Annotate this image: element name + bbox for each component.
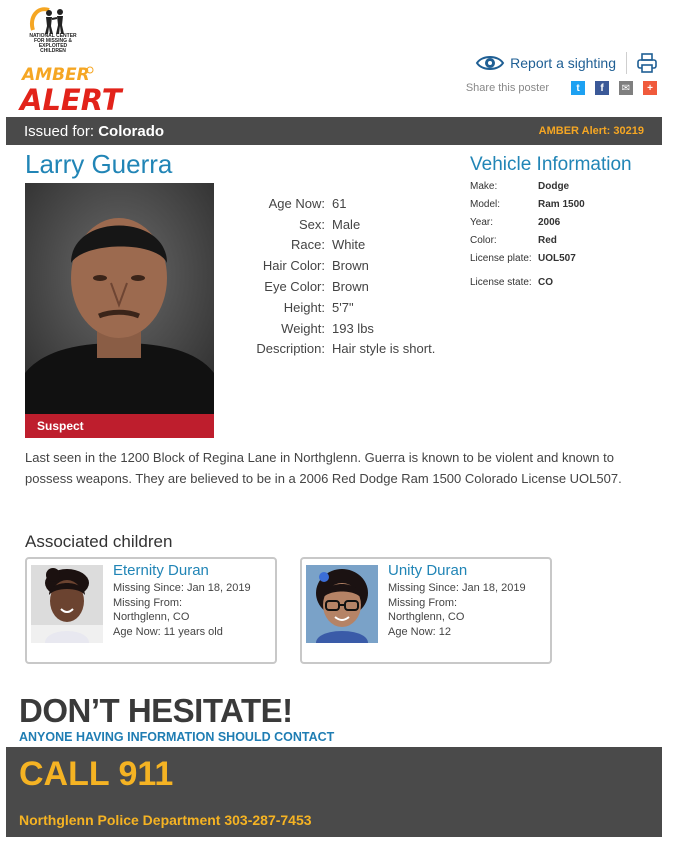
child-photo-image (306, 565, 378, 643)
child-missing-from-label: Missing From: (113, 596, 183, 609)
twitter-icon: t (576, 82, 580, 94)
child-missing-since: Missing Since: Jan 18, 2019 (388, 582, 526, 594)
email-icon: ✉ (621, 82, 631, 94)
vehicle-row-plate (470, 252, 585, 276)
contact-instruction: ANYONE HAVING INFORMATION SHOULD CONTACT (19, 730, 335, 744)
child-photo-image (31, 565, 103, 643)
vehicle-row-state (470, 276, 585, 300)
vehicle-key: Year: (470, 217, 493, 228)
amber-logo-word-bottom: ALERT (20, 83, 122, 117)
report-sighting-link[interactable] (476, 52, 627, 74)
vehicle-key: Make: (470, 181, 498, 192)
police-contact: Northglenn Police Department 303-287-7453 (19, 812, 312, 828)
vehicle-value: Dodge (538, 181, 570, 192)
suspect-label: Suspect (25, 414, 214, 438)
detail-value: White (332, 237, 366, 253)
child-name-link[interactable]: Eternity Duran (113, 562, 209, 579)
vehicle-row-make (470, 180, 585, 198)
child-info (388, 561, 526, 639)
ncmec-figures-icon (27, 4, 75, 36)
detail-key: Age Now: (268, 195, 325, 211)
detail-row-race (240, 235, 435, 256)
call-block (6, 747, 662, 837)
child-name-link[interactable]: Unity Duran (388, 562, 468, 579)
report-sighting-label: Report a sighting (510, 55, 616, 71)
vehicle-value: Ram 1500 (538, 199, 585, 210)
vehicle-value: UOL507 (538, 253, 576, 264)
issued-bar (6, 117, 662, 145)
more-share-button[interactable] (643, 81, 657, 95)
child-photo (31, 565, 103, 643)
vehicle-row-color (470, 234, 585, 252)
twitter-share-button[interactable] (571, 81, 585, 95)
issued-state: Colorado (98, 122, 165, 140)
detail-value: 193 lbs (332, 320, 374, 336)
call-911-text: CALL 911 (19, 755, 174, 793)
detail-key: Description: (256, 341, 325, 357)
print-icon (637, 53, 657, 73)
child-card-unity[interactable] (300, 557, 552, 664)
child-missing-from: Northglenn, CO (113, 611, 190, 623)
child-age-now: Age Now: 11 years old (113, 625, 223, 638)
child-age-now: Age Now: 12 (388, 625, 451, 638)
dont-hesitate-headline: DON’T HESITATE! (19, 692, 293, 729)
case-narrative: Last seen in the 1200 Block of Regina Lane in Northglenn. Guerra is known to be violent and known to possess weapons. They are believed to be in a 2006 Red Dodge Ram 1500 Colorado License UOL507. (25, 450, 622, 486)
person-details (240, 193, 435, 359)
detail-key: Race: (291, 237, 325, 253)
detail-row-eye (240, 276, 435, 297)
vehicle-key: License state: (470, 277, 532, 288)
detail-value: Male (332, 216, 361, 232)
vehicle-value: 2006 (538, 217, 561, 228)
email-share-button[interactable] (619, 81, 633, 95)
detail-key: Sex: (298, 216, 325, 232)
alert-number: AMBER Alert: 30219 (538, 125, 644, 137)
vehicle-info-title: Vehicle Information (470, 154, 632, 175)
detail-row-sex (240, 214, 435, 235)
detail-value: 5'7" (332, 299, 354, 315)
vehicle-info-table (470, 180, 585, 300)
amber-alert-logo-icon (20, 62, 122, 117)
vehicle-key: License plate: (470, 253, 532, 264)
detail-row-weight (240, 318, 435, 339)
detail-row-hair (240, 255, 435, 276)
detail-key: Eye Color: (264, 279, 325, 295)
amber-logo-word-top: AMBER (22, 65, 90, 85)
detail-key: Height: (283, 299, 325, 315)
vehicle-row-model (470, 198, 585, 216)
detail-key: Hair Color: (262, 258, 325, 274)
vehicle-value: Red (538, 235, 557, 246)
associated-children-title: Associated children (25, 532, 173, 551)
print-button[interactable] (637, 53, 657, 73)
child-card-eternity[interactable] (25, 557, 277, 664)
suspect-photo-image (25, 183, 214, 414)
issued-label: Issued for: (24, 122, 95, 140)
plus-icon: + (647, 82, 653, 94)
top-actions (476, 52, 657, 74)
detail-value: Brown (332, 258, 369, 274)
detail-value: Hair style is short. (332, 341, 436, 357)
facebook-icon: f (600, 82, 604, 94)
child-photo (306, 565, 378, 643)
child-info (113, 561, 251, 639)
detail-row-height (240, 297, 435, 318)
detail-value: Brown (332, 279, 369, 295)
child-missing-from: Northglenn, CO (388, 611, 465, 623)
amber-alert-logo (20, 62, 122, 117)
vehicle-row-year (470, 216, 585, 234)
child-missing-since: Missing Since: Jan 18, 2019 (113, 582, 251, 594)
vehicle-key: Model: (470, 199, 501, 210)
child-missing-from-label: Missing From: (388, 596, 458, 609)
detail-value: 61 (332, 195, 347, 211)
share-row (466, 81, 657, 95)
vehicle-value: CO (538, 277, 553, 288)
person-name: Larry Guerra (25, 149, 173, 179)
vehicle-key: Color: (470, 235, 497, 246)
share-label: Share this poster (465, 82, 549, 94)
detail-row-description (240, 339, 435, 360)
detail-key: Weight: (281, 320, 325, 336)
detail-row-age (240, 193, 435, 214)
issued-for (24, 123, 164, 140)
facebook-share-button[interactable] (595, 81, 609, 95)
eye-icon (476, 54, 504, 72)
suspect-photo (25, 183, 214, 414)
ncmec-caption: NATIONAL CENTER FOR MISSING & EXPLOITED CHILDREN (29, 33, 77, 54)
